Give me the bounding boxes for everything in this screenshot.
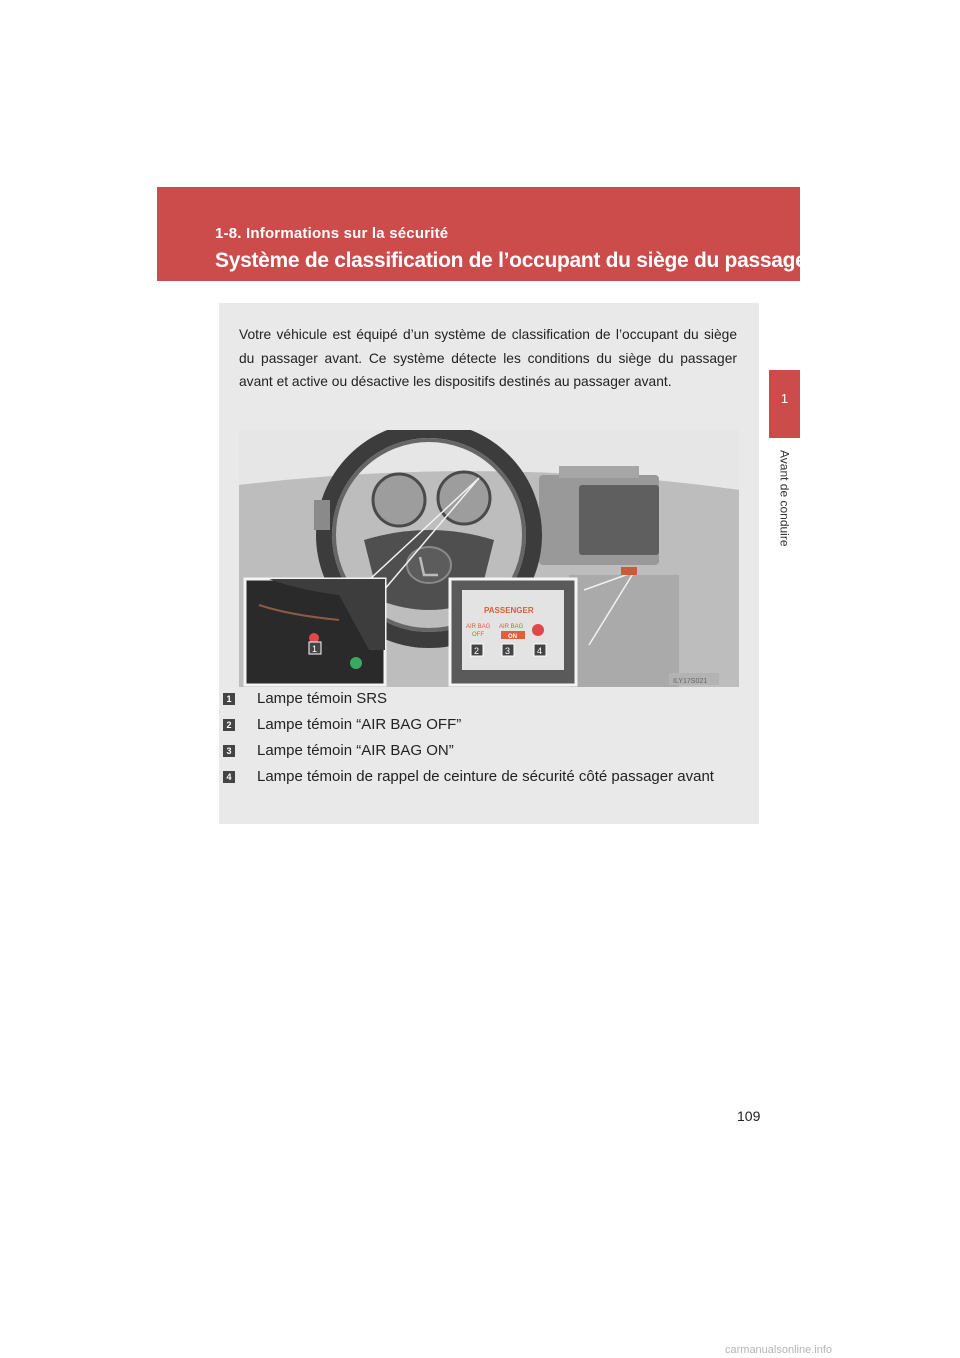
legend-number-badge: 1 [223,693,235,705]
watermark: carmanualsonline.info [725,1344,833,1356]
parking-indicator-icon [350,657,362,669]
airbag-off-text-1: AIR BAG [466,624,491,630]
intro-paragraph: Votre véhicule est équipé d’un système de classification de l’occupant du siège du passager avant. Ce système détecte les conditions du siège du passager avant et active ou désactive les dispositifs destinés au passager avant. [239,327,737,389]
dashboard-illustration [239,430,739,687]
legend-text: Lampe témoin de rappel de ceinture de sécurité côté passager avant [257,768,714,785]
srs-inset [245,579,385,685]
panel-title-text: PASSENGER [484,606,534,615]
content-box [219,303,759,824]
page-header [157,187,874,281]
dashboard-drawing [239,430,739,687]
section-label: 1-8. Informations sur la sécurité [215,225,449,242]
legend-item [221,766,741,787]
chapter-label [769,450,800,580]
figure-code: ILY17S021 [673,678,708,685]
legend-number-badge: 4 [223,771,235,783]
callout-number: 1 [312,644,318,654]
airbag-on-text-2: ON [508,634,517,640]
passenger-panel-inset [450,579,576,685]
page-number: 109 [737,1108,761,1124]
airbag-off-text-2: OFF [472,632,484,638]
callout-number: 3 [505,646,511,656]
legend-item [221,688,741,709]
legend-item [221,740,741,761]
legend-number-badge: 2 [223,719,235,731]
page-title: Système de classification de l’occupant du siège du passager avant [215,249,874,272]
legend-number-badge: 3 [223,745,235,757]
legend-item [221,714,741,735]
callout-number: 2 [474,646,480,656]
legend-text: Lampe témoin “AIR BAG OFF” [257,716,462,733]
chapter-tab[interactable]: 1 [769,370,800,438]
seatbelt-reminder-icon [532,624,544,636]
legend-text: Lampe témoin “AIR BAG ON” [257,742,454,759]
legend-list [221,688,741,792]
callout-number: 4 [537,646,543,656]
legend-text: Lampe témoin SRS [257,690,388,707]
chapter-label-text: Avant de conduire [777,450,792,547]
airbag-on-text-1: AIR BAG [499,624,524,630]
